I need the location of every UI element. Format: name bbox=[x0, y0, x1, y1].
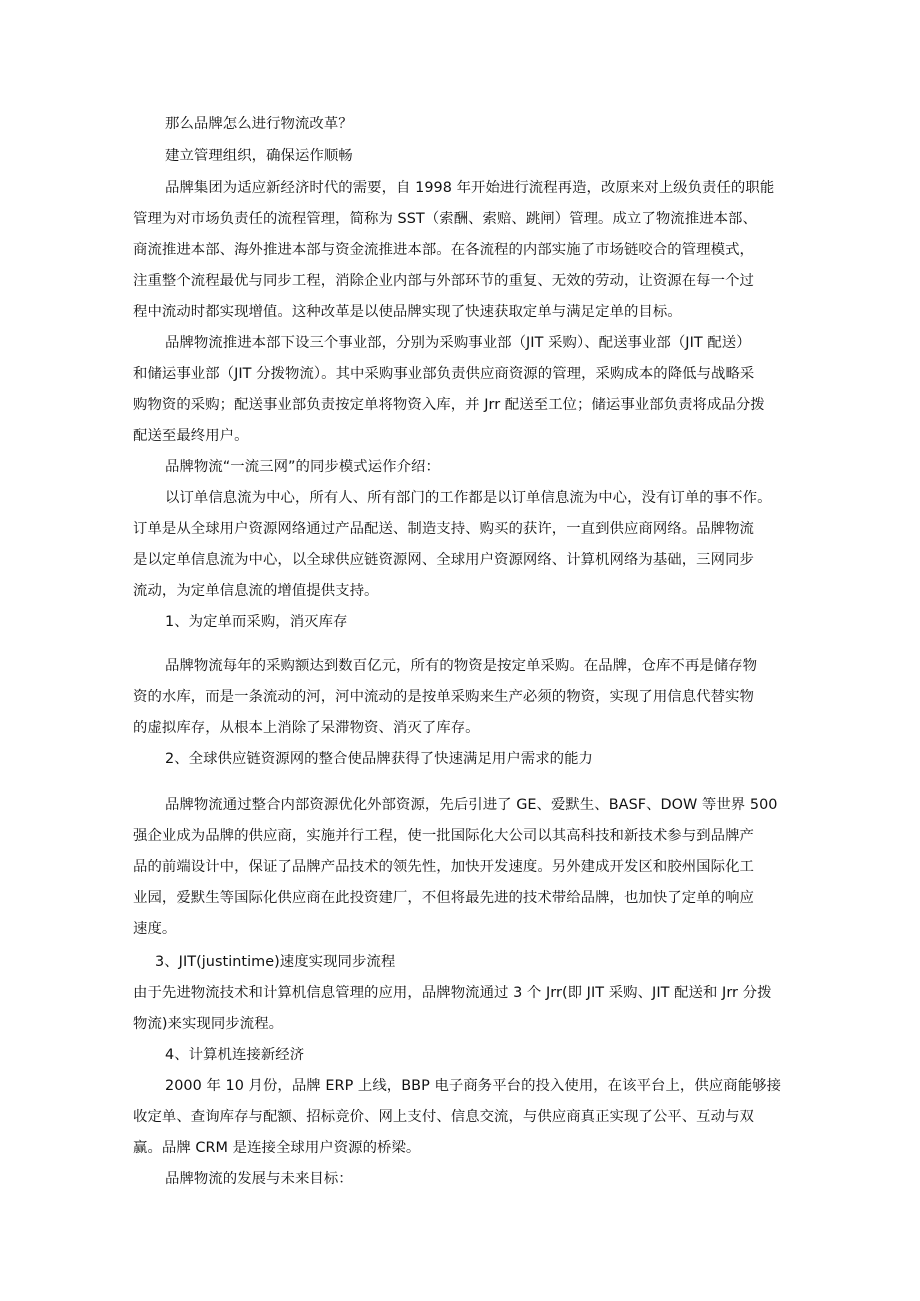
paragraph-line: 管理为对市场负责任的流程管理，简称为 SST（索酬、索赔、跳闸）管理。成立了物流推进本部、 bbox=[133, 211, 757, 227]
paragraph-line: 购物资的采购；配送事业部负责按定单将物资入库，并 Jrr 配送至工位；储运事业部负责将成品分拨 bbox=[133, 397, 765, 413]
paragraph-line: 品牌物流推进本部下设三个事业部，分别为采购事业部（JIT 采购）、配送事业部（JIT 配送） bbox=[165, 335, 751, 351]
paragraph-line: 由于先进物流技术和计算机信息管理的应用，品牌物流通过 3 个 Jrr(即 JIT 采购、JIT 配送和 Jrr 分拨 bbox=[133, 985, 772, 1001]
paragraph-line: 是以定单信息流为中心，以全球供应链资源网、全球用户资源网络、计算机网络为基础，三网同步 bbox=[133, 552, 754, 568]
paragraph-line: 资的水库，而是一条流动的河，河中流动的是按单采购来生产必须的物资，实现了用信息代替实物 bbox=[133, 689, 754, 705]
paragraph-line: 物流)来实现同步流程。 bbox=[133, 1016, 284, 1032]
paragraph-line: 注重整个流程最优与同步工程，消除企业内部与外部环节的重复、无效的劳动，让资源在每一个过 bbox=[133, 273, 754, 289]
paragraph-line: 流动，为定单信息流的增值提供支持。 bbox=[133, 583, 379, 599]
paragraph-line: 收定单、查询库存与配额、招标竞价、网上支付、信息交流，与供应商真正实现了公平、互动与双 bbox=[133, 1109, 754, 1125]
section-heading-3: 3、JIT(justintime)速度实现同步流程 bbox=[155, 954, 396, 970]
paragraph-line: 业园，爱默生等国际化供应商在此投资建厂，不但将最先进的技术带给品牌，也加快了定单的响应 bbox=[133, 890, 754, 906]
section-heading-1: 1、为定单而采购，消灭库存 bbox=[165, 614, 348, 630]
heading-how-to-reform: 那么品牌怎么进行物流改革？ bbox=[165, 116, 353, 132]
section-heading-4: 4、计算机连接新经济 bbox=[165, 1047, 305, 1063]
paragraph-line: 品的前端设计中，保证了品牌产品技术的领先性，加快开发速度。另外建成开发区和胶州国际化工 bbox=[133, 859, 754, 875]
paragraph-line: 商流推进本部、海外推进本部与资金流推进本部。在各流程的内部实施了市场链咬合的管理模式， bbox=[133, 242, 754, 258]
paragraph-line: 赢。品牌 CRM 是连接全球用户资源的桥梁。 bbox=[133, 1140, 421, 1156]
paragraph-line: 以订单信息流为中心，所有人、所有部门的工作都是以订单信息流为中心，没有订单的事不作。 bbox=[165, 490, 772, 506]
heading-sync-mode: 品牌物流“一流三网”的同步模式运作介绍： bbox=[165, 459, 440, 475]
heading-build-organization: 建立管理组织，确保运作顺畅 bbox=[165, 148, 353, 164]
paragraph-line: 和储运事业部（JIT 分拨物流）。其中采购事业部负责供应商资源的管理，采购成本的降低与战略采 bbox=[133, 366, 755, 382]
paragraph-line: 品牌集团为适应新经济时代的需要，自 1998 年开始进行流程再造，改原来对上级负责任的职能 bbox=[165, 180, 775, 196]
paragraph-line: 订单是从全球用户资源网络通过产品配送、制造支持、购买的获许，一直到供应商网络。品牌物流 bbox=[133, 521, 754, 537]
paragraph-line: 程中流动时都实现增值。这种改革是以使品牌实现了快速获取定单与满足定单的目标。 bbox=[133, 304, 682, 320]
paragraph-line: 品牌物流通过整合内部资源优化外部资源，先后引进了 GE、爱默生、BASF、DOW 等世界 500 bbox=[165, 797, 778, 813]
heading-future-goals: 品牌物流的发展与未来目标： bbox=[165, 1171, 353, 1187]
paragraph-line: 2000 年 10 月份，品牌 ERP 上线，BBP 电子商务平台的投入使用，在该平台上，供应商能够接 bbox=[165, 1078, 782, 1094]
paragraph-line: 强企业成为品牌的供应商，实施并行工程，使一批国际化大公司以其高科技和新技术参与到品牌产 bbox=[133, 828, 754, 844]
paragraph-line: 的虚拟库存，从根本上消除了呆滞物资、消灭了库存。 bbox=[133, 720, 480, 736]
paragraph-line: 品牌物流每年的采购额达到数百亿元，所有的物资是按定单采购。在品牌，仓库不再是储存物 bbox=[165, 658, 758, 674]
paragraph-line: 速度。 bbox=[133, 921, 177, 937]
section-heading-2: 2、全球供应链资源网的整合使品牌获得了快速满足用户需求的能力 bbox=[165, 751, 593, 767]
paragraph-line: 配送至最终用户。 bbox=[133, 428, 249, 444]
